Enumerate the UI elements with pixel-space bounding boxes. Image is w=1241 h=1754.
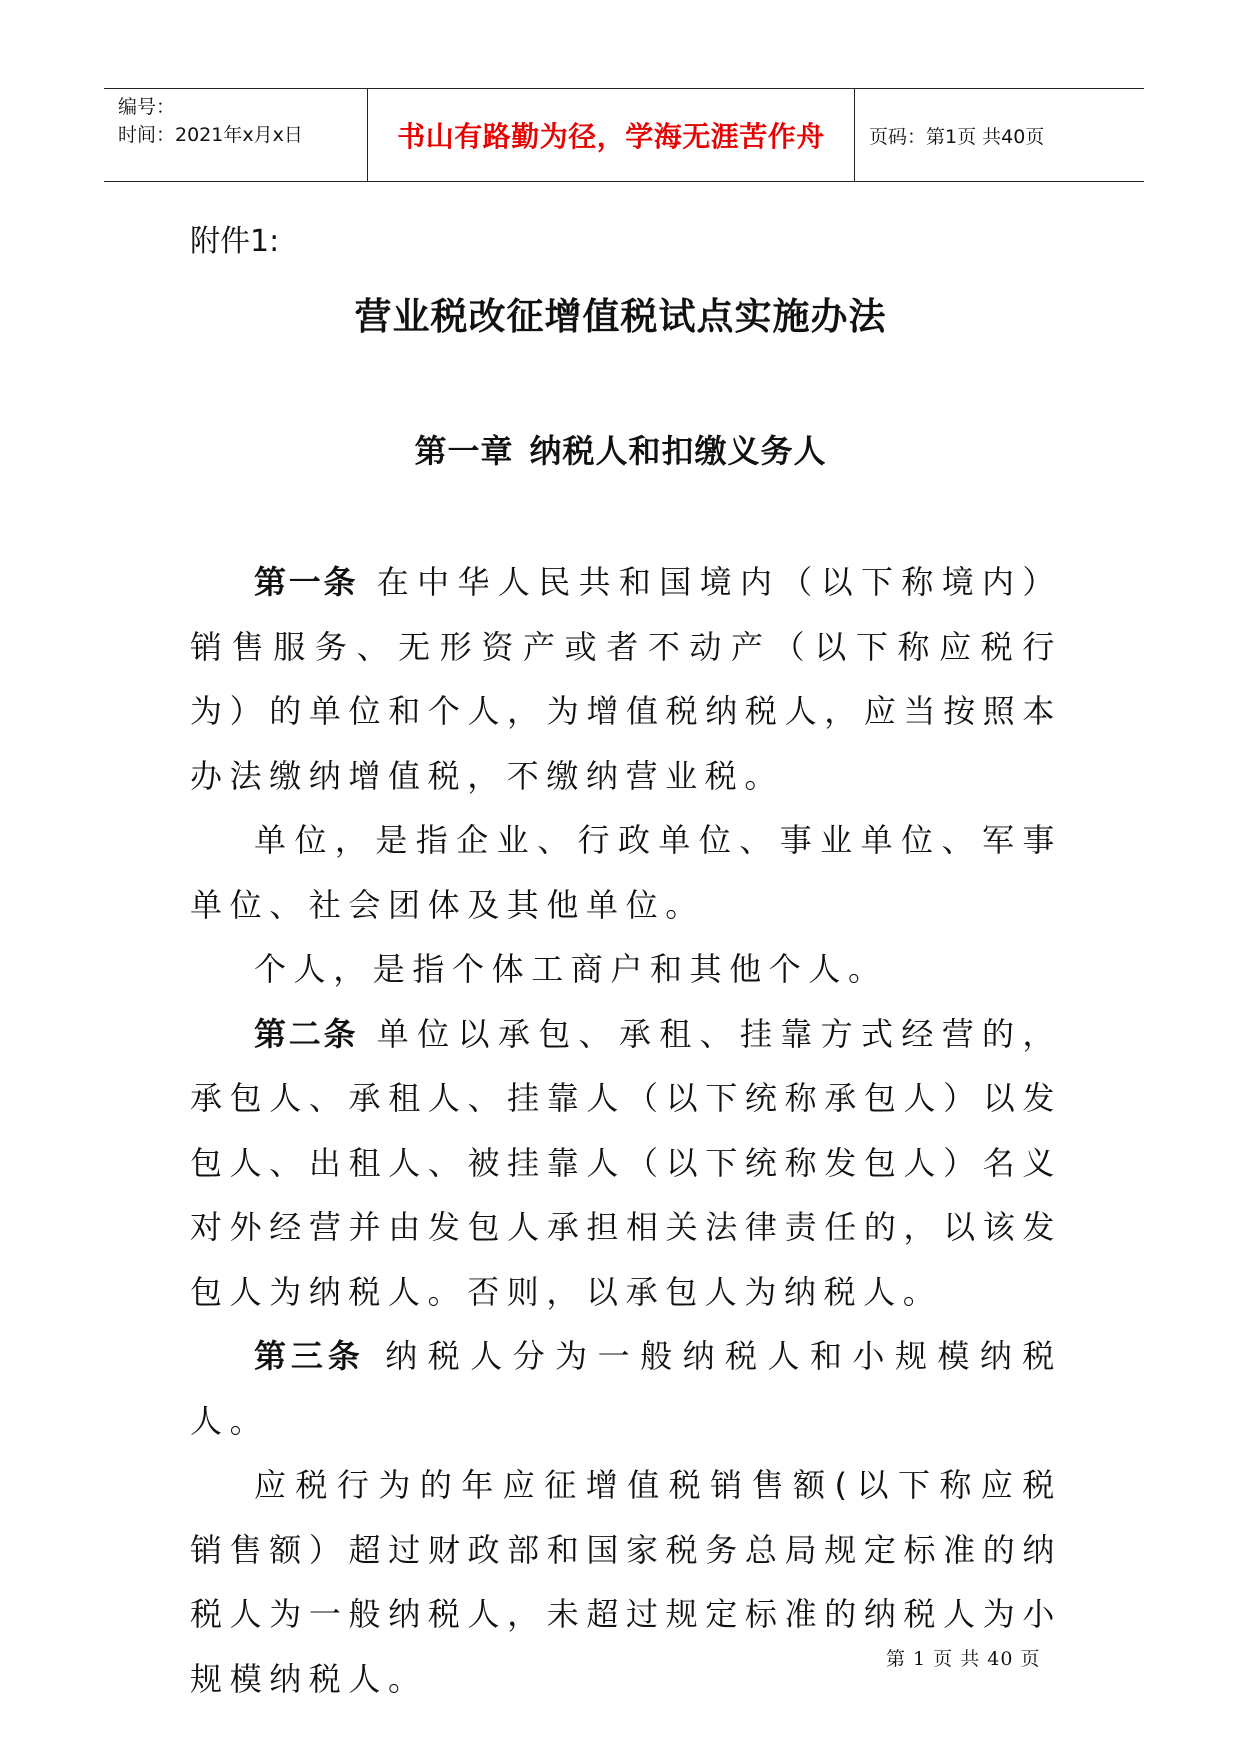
paragraph-text: 个人，是指个体工商户和其他个人。 [254,950,888,988]
paragraph [190,550,1062,808]
date-label: 时间：2021年x月x日 [118,124,303,146]
number-label: 编号： [118,96,176,118]
paragraph-text: 应税行为的年应征增值税销售额(以下称应税销售额）超过财政部和国家税务总局规定标准的纳税人为一般纳税人，未超过规定标准的纳税人为小规模纳税人。 [190,1466,1062,1698]
header-page-cell [855,89,1144,181]
header-motto-cell [368,89,855,181]
chapter-name: 纳税人和扣缴义务人 [529,432,827,470]
document-title: 营业税改征增值税试点实施办法 [354,295,887,338]
paragraph [190,937,1062,1002]
document-body [190,550,1062,1711]
paragraph-text: 纳税人分为一般纳税人和小规模纳税人。 [190,1337,1062,1440]
paragraph [190,1002,1062,1325]
article-heading: 第二条 [254,1014,359,1053]
paragraph-text: 单位以承包、承租、挂靠方式经营的，承包人、承租人、挂靠人（以下统称承包人）以发包人、出租人、被挂靠人（以下统称发包人）名义对外经营并由发包人承担相关法律责任的，以该发包人为纳税人。否则，以承包人为纳税人。 [190,1014,1062,1311]
document-header [104,88,1144,182]
paragraph-text: 单位，是指企业、行政单位、事业单位、军事单位、社会团体及其他单位。 [190,821,1062,924]
header-meta-cell [104,89,368,181]
chapter-heading [0,426,1241,472]
paragraph [190,1324,1062,1453]
chapter-number: 第一章 [414,432,514,470]
page-footer: 第 1 页 共 40 页 [886,1648,1041,1670]
article-heading: 第一条 [254,563,359,601]
article-heading: 第三条 [254,1337,365,1375]
annex-label: 附件1: [190,224,280,259]
motto-text: 书山有路勤为径，学海无涯苦作舟 [397,120,825,153]
paragraph-text: 在中华人民共和国境内（以下称境内）销售服务、无形资产或者不动产（以下称应税行为）的单位和个人，为增值税纳税人，应当按照本办法缴纳增值税，不缴纳营业税。 [190,563,1062,795]
page-info: 页码：第1页 共40页 [869,125,1045,148]
paragraph [190,1453,1062,1711]
paragraph [190,808,1062,937]
